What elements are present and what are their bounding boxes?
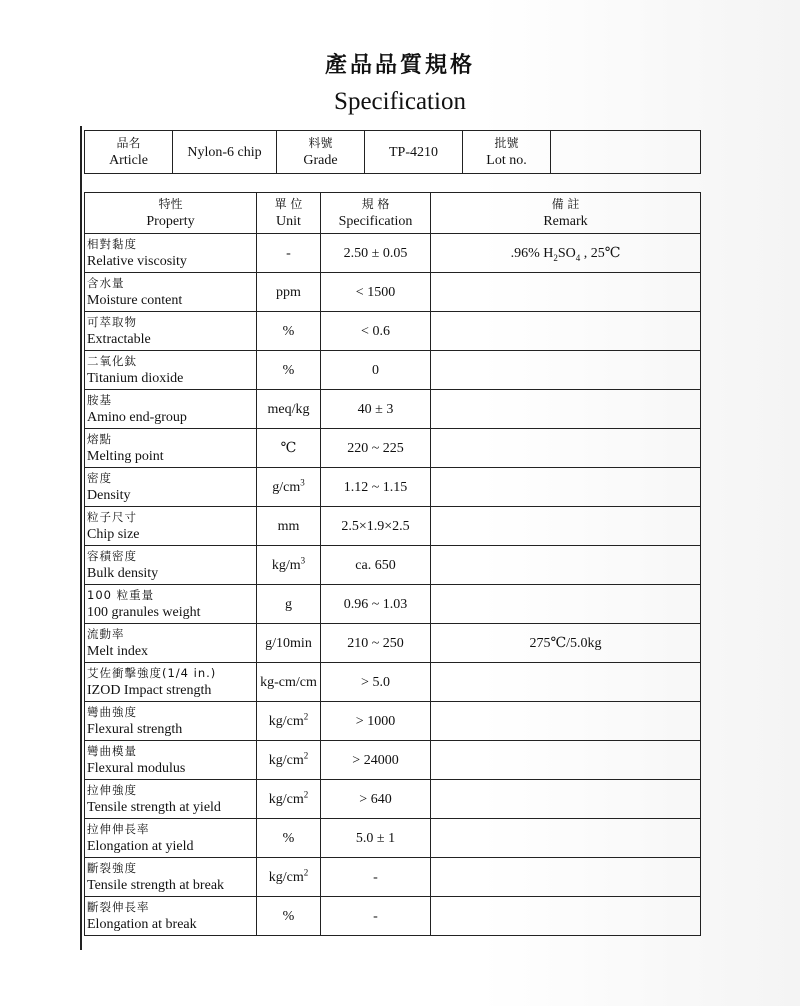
property-cell xyxy=(85,468,257,507)
table-row xyxy=(85,507,701,546)
property-name-en: Elongation at yield xyxy=(87,839,194,854)
spec-value-cell: - xyxy=(321,858,431,897)
unit-column-header xyxy=(257,193,321,234)
property-name-en: Flexural strength xyxy=(87,722,183,737)
unit-g-per-cm3: $g/cm^3$ xyxy=(272,476,305,495)
property-name-cn: 胺基 xyxy=(87,393,112,407)
specification-table xyxy=(84,192,701,936)
table-row xyxy=(85,702,701,741)
article-label-cell xyxy=(85,131,173,174)
left-margin-rule xyxy=(80,126,82,950)
article-value: Nylon-6 chip xyxy=(173,131,277,174)
property-name-en: Flexural modulus xyxy=(87,761,186,776)
remark-cell xyxy=(431,312,701,351)
property-name-cn: 彎曲模量 xyxy=(87,744,137,758)
unit-cell: g/10min xyxy=(257,624,321,663)
property-cell xyxy=(85,663,257,702)
property-cell xyxy=(85,273,257,312)
property-name-cn: 100 粒重量 xyxy=(87,588,155,602)
remark-cell xyxy=(431,390,701,429)
viscosity-remark: .96% $H_2SO_4$ , 25℃ xyxy=(510,245,621,263)
property-name-cn: 粒子尺寸 xyxy=(87,510,137,524)
lot-label-en: Lot no. xyxy=(486,153,527,168)
remark-cell xyxy=(431,585,701,624)
property-name-en: Elongation at break xyxy=(87,917,197,932)
spec-column-header xyxy=(321,193,431,234)
unit-cell xyxy=(257,858,321,897)
property-name-en: Bulk density xyxy=(87,566,159,581)
table-row xyxy=(85,273,701,312)
property-cell xyxy=(85,234,257,273)
unit-cell: % xyxy=(257,351,321,390)
grade-value: TP-4210 xyxy=(365,131,463,174)
table-row xyxy=(85,390,701,429)
spec-value-cell: > 24000 xyxy=(321,741,431,780)
property-name-en: IZOD Impact strength xyxy=(87,683,212,698)
lot-label-cell xyxy=(463,131,551,174)
unit-cell xyxy=(257,741,321,780)
unit-header-cn: 單 位 xyxy=(274,197,303,211)
property-cell xyxy=(85,624,257,663)
property-cell xyxy=(85,858,257,897)
table-row xyxy=(85,780,701,819)
unit-cell: % xyxy=(257,312,321,351)
property-name-en: Melt index xyxy=(87,644,149,659)
table-row xyxy=(85,858,701,897)
property-name-en: 100 granules weight xyxy=(87,605,201,620)
table-row xyxy=(85,546,701,585)
property-cell xyxy=(85,702,257,741)
table-row xyxy=(85,312,701,351)
property-name-cn: 斷裂強度 xyxy=(87,861,137,875)
spec-value-cell: < 0.6 xyxy=(321,312,431,351)
unit-cell: ℃ xyxy=(257,429,321,468)
unit-kg-per-cm2: $kg/cm^2$ xyxy=(268,710,309,729)
table-row xyxy=(85,663,701,702)
unit-cell xyxy=(257,468,321,507)
property-name-cn: 容積密度 xyxy=(87,549,137,563)
unit-cell: mm xyxy=(257,507,321,546)
remark-header-en: Remark xyxy=(543,214,588,229)
remark-cell xyxy=(431,780,701,819)
spec-value-cell: - xyxy=(321,897,431,936)
spec-value-cell: 5.0 ± 1 xyxy=(321,819,431,858)
property-cell xyxy=(85,429,257,468)
table-row xyxy=(85,741,701,780)
spec-value-cell: 2.5×1.9×2.5 xyxy=(321,507,431,546)
spec-value-cell: ca. 650 xyxy=(321,546,431,585)
remark-cell xyxy=(431,819,701,858)
remark-cell xyxy=(431,546,701,585)
property-name-cn: 拉伸伸長率 xyxy=(87,822,150,836)
property-header-cn: 特性 xyxy=(158,197,183,211)
property-name-en: Melting point xyxy=(87,449,164,464)
property-name-en: Extractable xyxy=(87,332,151,347)
property-name-en: Titanium dioxide xyxy=(87,371,184,386)
property-name-cn: 彎曲強度 xyxy=(87,705,137,719)
unit-cell: meq/kg xyxy=(257,390,321,429)
remark-cell xyxy=(431,858,701,897)
remark-cell xyxy=(431,234,701,273)
table-row xyxy=(85,897,701,936)
remark-cell xyxy=(431,468,701,507)
table-row xyxy=(85,234,701,273)
table-row xyxy=(85,585,701,624)
property-name-cn: 可萃取物 xyxy=(87,315,137,329)
spec-header-cn: 規 格 xyxy=(361,197,390,211)
unit-cell: kg-cm/cm xyxy=(257,663,321,702)
property-name-cn: 拉伸強度 xyxy=(87,783,137,797)
spec-header-en: Specification xyxy=(338,214,413,229)
property-name-cn: 流動率 xyxy=(87,627,125,641)
remark-cell xyxy=(431,507,701,546)
table-row xyxy=(85,819,701,858)
unit-cell: g xyxy=(257,585,321,624)
spec-value-cell: > 640 xyxy=(321,780,431,819)
property-name-cn: 艾佐衝擊強度(1/4 in.) xyxy=(87,666,217,680)
table-row xyxy=(85,351,701,390)
property-cell xyxy=(85,585,257,624)
table-row xyxy=(85,624,701,663)
spec-value-cell: 0 xyxy=(321,351,431,390)
unit-cell: % xyxy=(257,819,321,858)
unit-cell xyxy=(257,780,321,819)
property-name-en: Relative viscosity xyxy=(87,254,187,269)
property-cell xyxy=(85,507,257,546)
unit-header-en: Unit xyxy=(276,214,301,229)
unit-kg-per-cm2: $kg/cm^2$ xyxy=(268,749,309,768)
remark-cell xyxy=(431,702,701,741)
remark-column-header xyxy=(431,193,701,234)
property-name-en: Tensile strength at break xyxy=(87,878,225,893)
spec-value-cell: 220 ~ 225 xyxy=(321,429,431,468)
article-label-cn: 品名 xyxy=(116,136,141,150)
page-title-english: Specification xyxy=(334,88,466,115)
unit-cell xyxy=(257,702,321,741)
spec-value-cell: > 5.0 xyxy=(321,663,431,702)
property-name-en: Chip size xyxy=(87,527,140,542)
property-name-cn: 含水量 xyxy=(87,276,125,290)
remark-cell xyxy=(431,351,701,390)
property-name-cn: 密度 xyxy=(87,471,112,485)
article-label-en: Article xyxy=(109,153,148,168)
remark-cell xyxy=(431,741,701,780)
spec-value-cell: > 1000 xyxy=(321,702,431,741)
property-name-en: Tensile strength at yield xyxy=(87,800,221,815)
property-name-en: Amino end-group xyxy=(87,410,187,425)
property-cell xyxy=(85,351,257,390)
grade-label-en: Grade xyxy=(303,153,338,168)
spec-value-cell: 210 ~ 250 xyxy=(321,624,431,663)
property-cell xyxy=(85,390,257,429)
table-row xyxy=(85,468,701,507)
property-header-en: Property xyxy=(146,214,195,229)
header-table xyxy=(84,130,701,174)
property-name-cn: 斷裂伸長率 xyxy=(87,900,150,914)
spec-value-cell: 2.50 ± 0.05 xyxy=(321,234,431,273)
unit-cell: ppm xyxy=(257,273,321,312)
column-header-row xyxy=(85,193,701,234)
property-name-en: Moisture content xyxy=(87,293,183,308)
table-row xyxy=(85,429,701,468)
remark-header-cn: 備 註 xyxy=(551,197,580,211)
spec-value-cell: < 1500 xyxy=(321,273,431,312)
spec-value-cell: 1.12 ~ 1.15 xyxy=(321,468,431,507)
unit-kg-per-cm2: $kg/cm^2$ xyxy=(268,788,309,807)
property-name-en: Density xyxy=(87,488,131,503)
property-cell xyxy=(85,546,257,585)
property-cell xyxy=(85,741,257,780)
property-name-cn: 二氧化鈦 xyxy=(87,354,137,368)
spec-value-cell: 0.96 ~ 1.03 xyxy=(321,585,431,624)
lot-label-cn: 批號 xyxy=(494,136,519,150)
unit-kg-per-m3: $kg/m^3$ xyxy=(271,554,306,573)
remark-cell xyxy=(431,897,701,936)
unit-cell xyxy=(257,546,321,585)
remark-cell xyxy=(431,663,701,702)
grade-label-cell xyxy=(277,131,365,174)
grade-label-cn: 料號 xyxy=(308,136,333,150)
unit-kg-per-cm2: $kg/cm^2$ xyxy=(268,866,309,885)
unit-cell: - xyxy=(257,234,321,273)
unit-cell: % xyxy=(257,897,321,936)
remark-cell: 275℃/5.0kg xyxy=(431,624,701,663)
property-cell xyxy=(85,780,257,819)
lot-value xyxy=(551,131,701,174)
remark-cell xyxy=(431,273,701,312)
property-column-header xyxy=(85,193,257,234)
remark-cell xyxy=(431,429,701,468)
property-name-cn: 熔點 xyxy=(87,432,112,446)
property-cell xyxy=(85,897,257,936)
property-cell xyxy=(85,312,257,351)
property-cell xyxy=(85,819,257,858)
page-title-chinese: 產品品質規格 xyxy=(324,53,475,78)
property-name-cn: 相對黏度 xyxy=(87,237,137,251)
spec-value-cell: 40 ± 3 xyxy=(321,390,431,429)
